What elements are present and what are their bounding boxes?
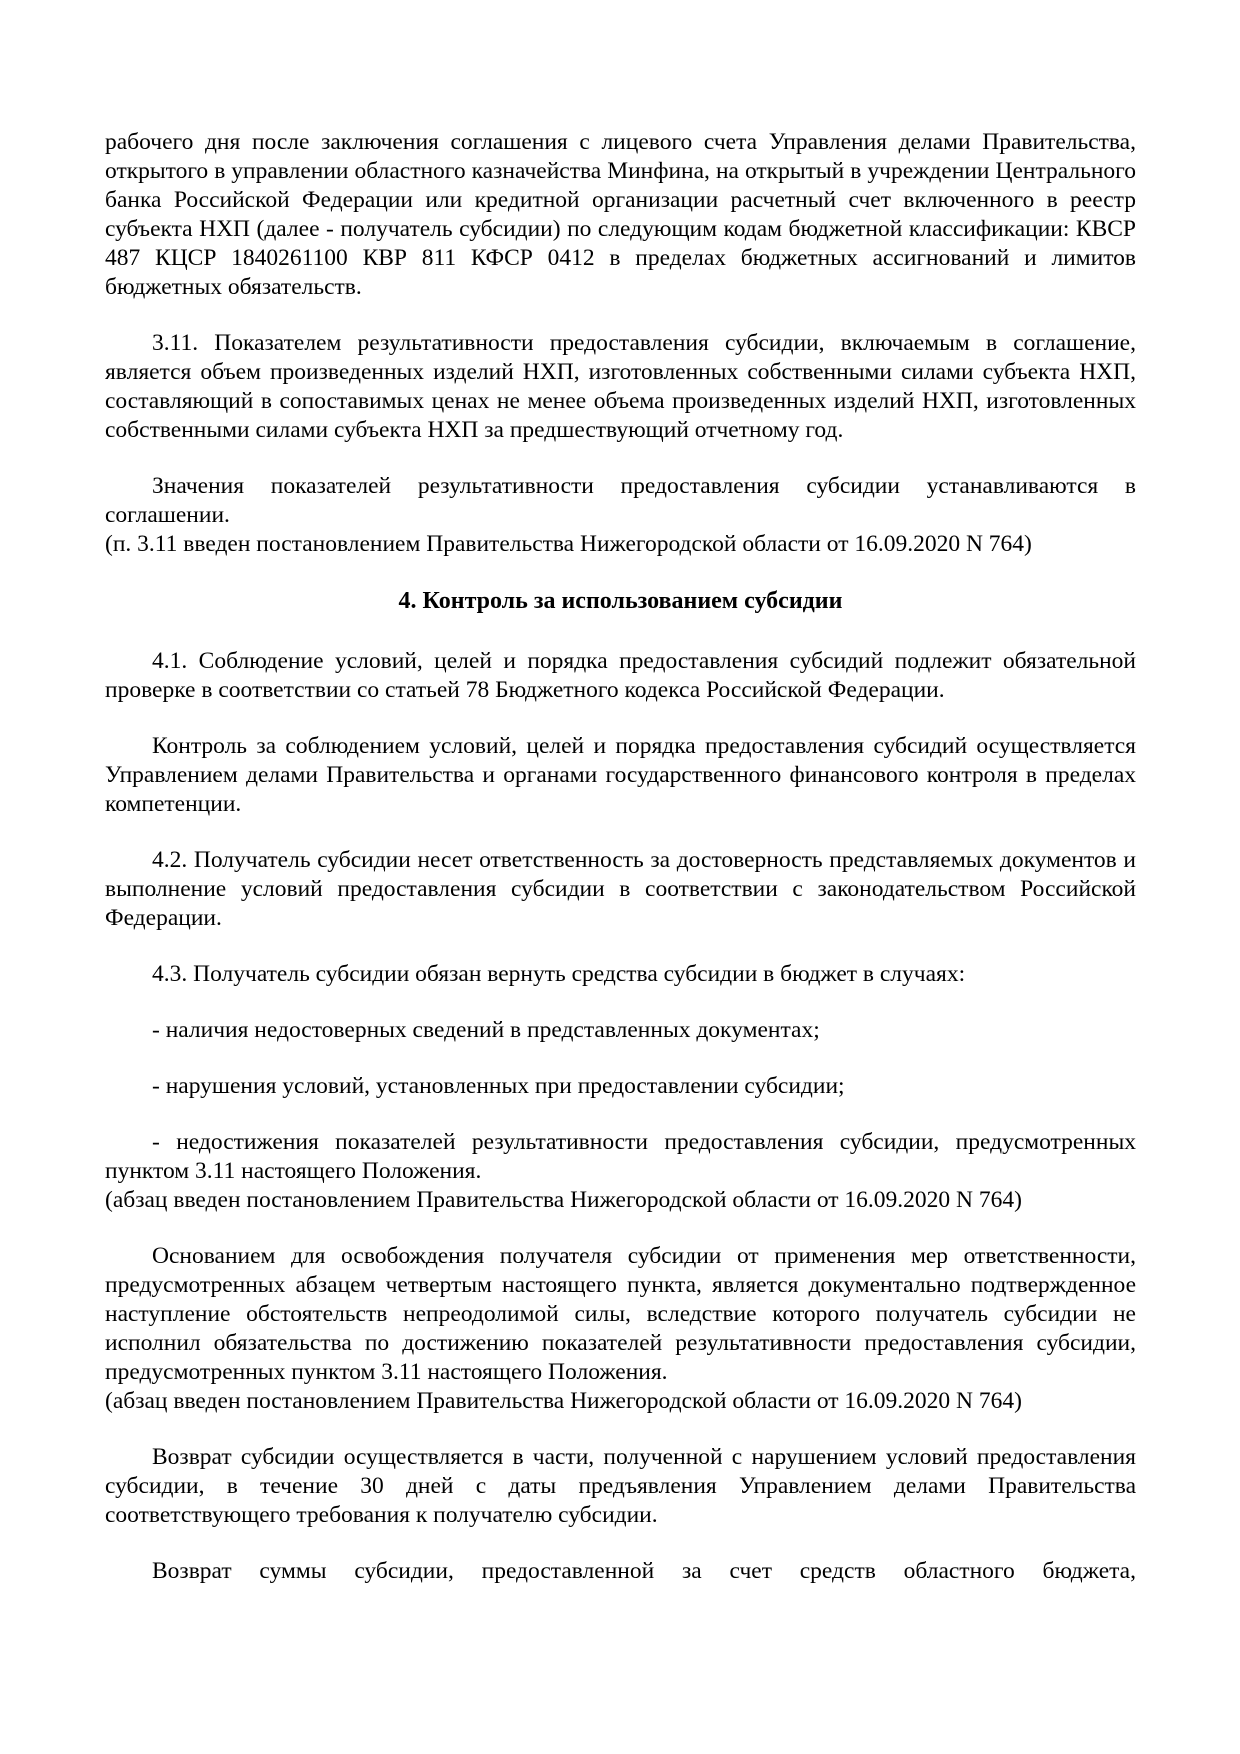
paragraph-continuation: рабочего дня после заключения соглашения с лицевого счета Управления делами Правительства, открытого в управлении областного казначейства Минфина, на открытый в учреждении Центрального банка Российской Федерации или кредитной организации расчетный счет включенного в реестр субъекта НХП (далее - получатель субсидии) по следующим кодам бюджетной классификации: КВСР 487 КЦСР 1840261100 КВР 811 КФСР 0412 в пределах бюджетных ассигнований и лимитов бюджетных обязательств. bbox=[105, 129, 1136, 300]
amendment-note-3-11: (п. 3.11 введен постановлением Правительства Нижегородской области от 16.09.2020 N 764) bbox=[105, 531, 1032, 557]
paragraph-4-1-control: Контроль за соблюдением условий, целей и порядка предоставления субсидий осуществляется Управлением делами Правительства и органами государственного финансового контроля в пределах компетенции. bbox=[105, 733, 1136, 817]
amendment-note-exemption: (абзац введен постановлением Правительства Нижегородской области от 16.09.2020 N 764) bbox=[105, 1388, 1022, 1414]
paragraph-refund: Возврат субсидии осуществляется в части, полученной с нарушением условий предоставления субсидии, в течение 30 дней с даты предъявления Управлением делами Правительства соответствующего требования к получателю субсидии. bbox=[105, 1444, 1136, 1528]
list-item-case-2: - нарушения условий, установленных при предоставлении субсидии; bbox=[152, 1073, 845, 1099]
paragraph-4-3: 4.3. Получатель субсидии обязан вернуть средства субсидии в бюджет в случаях: bbox=[152, 961, 966, 987]
list-item-case-1: - наличия недостоверных сведений в представленных документах; bbox=[152, 1017, 820, 1043]
amendment-note-case-3: (абзац введен постановлением Правительства Нижегородской области от 16.09.2020 N 764) bbox=[105, 1187, 1022, 1213]
paragraph-4-1: 4.1. Соблюдение условий, целей и порядка предоставления субсидий подлежит обязательной проверке в соответствии со статьей 78 Бюджетного кодекса Российской Федерации. bbox=[105, 648, 1136, 703]
paragraph-3-11: 3.11. Показателем результативности предоставления субсидии, включаемым в соглашение, является объем произведенных изделий НХП, изготовленных собственными силами субъекта НХП, составляющий в сопоставимых ценах не менее объема произведенных изделий НХП, изготовленных собственными силами субъекта НХП за предшествующий отчетному год. bbox=[105, 330, 1136, 443]
list-item-case-3: - недостижения показателей результативности предоставления субсидии, предусмотренных пунктом 3.11 настоящего Положения. bbox=[105, 1129, 1136, 1184]
paragraph-exemption: Основанием для освобождения получателя субсидии от применения мер ответственности, предусмотренных абзацем четвертым настоящего пункта, является документально подтвержденное наступление обстоятельств непреодолимой силы, вследствие которого получатель субсидии не исполнил обязательства по достижению показателей результативности предоставления субсидии, предусмотренных пунктом 3.11 настоящего Положения. bbox=[105, 1243, 1136, 1385]
paragraph-refund-sum: Возврат суммы субсидии, предоставленной за счет средств областного бюджета, bbox=[152, 1558, 1136, 1584]
section-4-heading: 4. Контроль за использованием субсидии bbox=[398, 588, 843, 614]
paragraph-4-2: 4.2. Получатель субсидии несет ответственность за достоверность представляемых документов и выполнение условий предоставления субсидии в соответствии с законодательством Российской Федерации. bbox=[105, 847, 1136, 931]
paragraph-indicator-values: Значения показателей результативности предоставления субсидии устанавливаются в соглашении. bbox=[105, 473, 1136, 528]
